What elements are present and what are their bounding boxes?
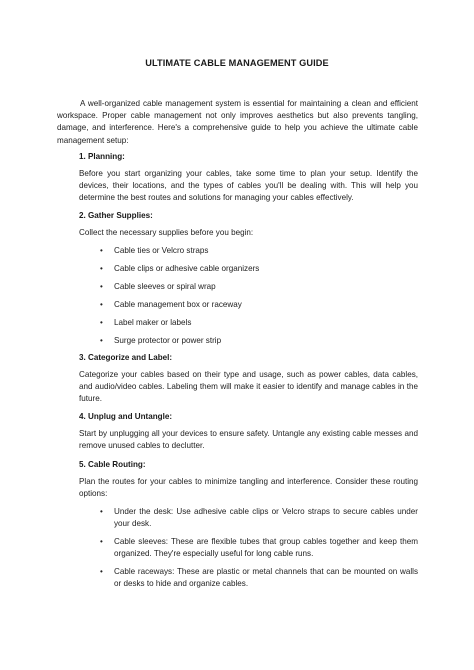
bullet-icon: •: [100, 300, 103, 309]
list-item-text: Under the desk: Use adhesive cable clips or Velcro straps to secure cables under your desk.: [114, 507, 418, 529]
list-item-text: Cable sleeves or spiral wrap: [114, 282, 216, 291]
bullet-icon: •: [100, 537, 103, 546]
section-heading-categorize-label: 3. Categorize and Label:: [79, 353, 173, 362]
section-body-categorize-label: Categorize your cables based on their type and usage, such as power cables, data cables, and audio/video cables. Labeling them will make it easier to identify and manage cables in the future.: [79, 370, 418, 404]
bullet-icon: •: [100, 336, 103, 345]
section-heading-planning: 1. Planning:: [79, 152, 125, 161]
bullet-icon: •: [100, 246, 103, 255]
section-body-unplug-untangle: Start by unplugging all your devices to ensure safety. Untangle any existing cable messes and remove unused cables to declutter.: [79, 429, 418, 451]
section-heading-unplug-untangle: 4. Unplug and Untangle:: [79, 412, 173, 421]
list-item-text: Label maker or labels: [114, 318, 192, 327]
list-item-text: Cable clips or adhesive cable organizers: [114, 264, 260, 273]
section-heading-gather-supplies: 2. Gather Supplies:: [79, 211, 153, 220]
bullet-icon: •: [100, 507, 103, 516]
document-title: ULTIMATE CABLE MANAGEMENT GUIDE: [145, 58, 329, 68]
list-item-text: Cable ties or Velcro straps: [114, 246, 209, 255]
list-item-text: Cable sleeves: These are flexible tubes that group cables together and keep them organized. They're especially useful for long cable runs.: [114, 537, 418, 559]
bullet-icon: •: [100, 567, 103, 576]
bullet-icon: •: [100, 282, 103, 291]
list-item-text: Surge protector or power strip: [114, 336, 222, 345]
list-item-text: Cable management box or raceway: [114, 300, 242, 309]
intro-paragraph: A well-organized cable management system is essential for maintaining a clean and efficient workspace. Proper cable management not only improves aesthetics but also prevents tangling, damage, and interference. Here's a comprehensive guide to help you achieve the ultimate cable management setup:: [57, 99, 418, 145]
section-body-planning: Before you start organizing your cables, take some time to plan your setup. Identify the devices, their locations, and the types of cables you'll be dealing with. This will help you determine the best routes and solutions for managing your cables effectively.: [79, 169, 418, 203]
list-item-text: Cable raceways: These are plastic or metal channels that can be mounted on walls or desks to hide and organize cables.: [114, 567, 418, 589]
section-heading-cable-routing: 5. Cable Routing:: [79, 460, 146, 469]
section-body-gather-supplies: Collect the necessary supplies before you begin:: [79, 228, 254, 237]
section-body-cable-routing: Plan the routes for your cables to minimize tangling and interference. Consider these routing options:: [79, 477, 418, 499]
bullet-icon: •: [100, 264, 103, 273]
bullet-icon: •: [100, 318, 103, 327]
